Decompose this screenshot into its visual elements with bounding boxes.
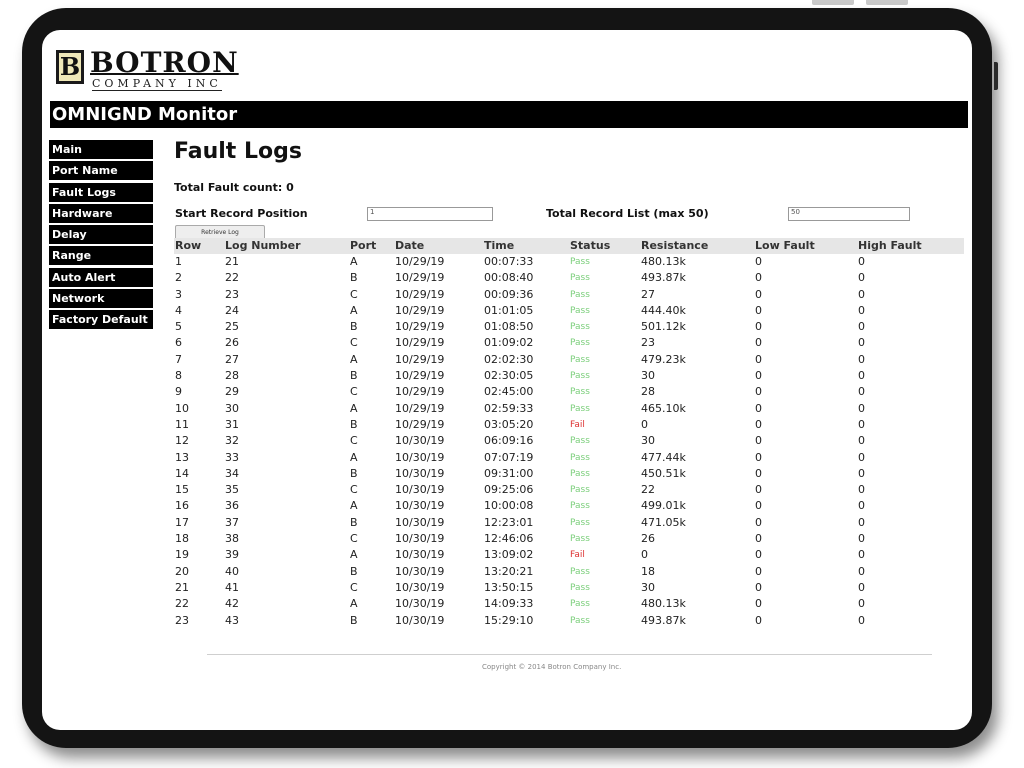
- table-cell: 29: [225, 385, 239, 399]
- table-cell: 30: [225, 401, 239, 415]
- table-cell: 0: [858, 515, 865, 529]
- status-cell: Pass: [570, 599, 590, 610]
- table-cell: 0: [858, 385, 865, 399]
- table-cell: 12:46:06: [484, 532, 534, 546]
- table-cell: 0: [858, 548, 865, 562]
- table-cell: 21: [175, 580, 189, 594]
- table-cell: A: [350, 548, 358, 562]
- table-cell: 450.51k: [641, 466, 686, 480]
- table-cell: B: [350, 466, 358, 480]
- table-cell: 0: [858, 255, 865, 268]
- table-cell: 7: [175, 352, 182, 366]
- status-cell: Pass: [570, 436, 590, 447]
- table-row: [174, 450, 964, 466]
- table-cell: 33: [225, 450, 239, 464]
- table-cell: 0: [755, 255, 762, 268]
- table-cell: 43: [225, 613, 239, 627]
- table-cell: 12:23:01: [484, 515, 534, 529]
- status-cell: Pass: [570, 615, 590, 626]
- table-cell: 10/29/19: [395, 255, 445, 268]
- table-cell: 18: [175, 532, 189, 546]
- table-row: [174, 384, 964, 400]
- table-cell: 0: [755, 385, 762, 399]
- table-cell: 0: [755, 613, 762, 627]
- fault-log-table: [174, 238, 964, 629]
- table-cell: 10:00:08: [484, 499, 534, 513]
- table-cell: A: [350, 450, 358, 464]
- table-row: [174, 515, 964, 531]
- table-row: [174, 287, 964, 303]
- table-cell: C: [350, 287, 358, 301]
- table-cell: 0: [755, 336, 762, 350]
- table-row: [174, 303, 964, 319]
- table-cell: 00:08:40: [484, 271, 534, 285]
- table-cell: C: [350, 483, 358, 497]
- table-cell: 13:20:21: [484, 564, 534, 578]
- table-cell: B: [350, 613, 358, 627]
- table-cell: 0: [858, 336, 865, 350]
- start-record-label: Start Record Position: [175, 207, 308, 220]
- table-cell: 493.87k: [641, 613, 686, 627]
- status-cell: Pass: [570, 371, 590, 382]
- table-cell: 00:07:33: [484, 255, 534, 268]
- table-cell: 1: [175, 255, 182, 268]
- status-cell: Pass: [570, 468, 590, 479]
- status-cell: Pass: [570, 517, 590, 528]
- column-header: Port: [350, 239, 377, 252]
- table-cell: 0: [858, 597, 865, 611]
- table-cell: 5: [175, 320, 182, 334]
- table-cell: 0: [755, 417, 762, 431]
- table-body: [174, 254, 964, 629]
- status-cell: Pass: [570, 452, 590, 463]
- table-cell: 10/29/19: [395, 271, 445, 285]
- sidebar-nav: [49, 140, 153, 332]
- status-cell: Pass: [570, 257, 590, 267]
- table-cell: B: [350, 271, 358, 285]
- table-cell: C: [350, 385, 358, 399]
- table-cell: 30: [641, 434, 655, 448]
- table-cell: 0: [755, 434, 762, 448]
- table-cell: 0: [755, 597, 762, 611]
- table-row: [174, 498, 964, 514]
- footer-divider: [207, 654, 932, 655]
- table-cell: 02:45:00: [484, 385, 534, 399]
- table-cell: 02:02:30: [484, 352, 534, 366]
- sidebar-item-factory-default[interactable]: Factory Default: [49, 310, 153, 329]
- table-cell: A: [350, 597, 358, 611]
- logo-name: BOTRON: [90, 46, 239, 79]
- table-cell: B: [350, 320, 358, 334]
- table-cell: 42: [225, 597, 239, 611]
- table-row: [174, 270, 964, 286]
- table-cell: 0: [858, 369, 865, 383]
- table-cell: 17: [175, 515, 189, 529]
- table-cell: 13:50:15: [484, 580, 534, 594]
- status-cell: Fail: [570, 419, 585, 430]
- table-cell: 07:07:19: [484, 450, 534, 464]
- table-row: [174, 547, 964, 563]
- table-row: [174, 254, 964, 270]
- table-cell: 477.44k: [641, 450, 686, 464]
- table-cell: 0: [641, 417, 648, 431]
- table-cell: 493.87k: [641, 271, 686, 285]
- table-cell: 0: [858, 287, 865, 301]
- table-cell: 36: [225, 499, 239, 513]
- table-cell: 4: [175, 303, 182, 317]
- table-cell: 0: [755, 303, 762, 317]
- table-cell: 10/30/19: [395, 613, 445, 627]
- table-cell: C: [350, 336, 358, 350]
- column-header: Low Fault: [755, 239, 815, 252]
- table-cell: 06:09:16: [484, 434, 534, 448]
- table-header: [174, 238, 964, 254]
- table-cell: 25: [225, 320, 239, 334]
- status-cell: Pass: [570, 403, 590, 414]
- table-cell: 10/30/19: [395, 515, 445, 529]
- table-cell: C: [350, 580, 358, 594]
- status-cell: Pass: [570, 485, 590, 496]
- table-row: [174, 401, 964, 417]
- table-cell: 10/29/19: [395, 369, 445, 383]
- top-tab: [812, 0, 854, 5]
- logo-subtitle: COMPANY INC: [92, 77, 222, 90]
- tablet-screen: [42, 30, 972, 730]
- table-cell: 0: [858, 532, 865, 546]
- table-row: [174, 531, 964, 547]
- table-cell: 0: [755, 369, 762, 383]
- table-cell: 13:09:02: [484, 548, 534, 562]
- table-row: [174, 352, 964, 368]
- table-cell: C: [350, 532, 358, 546]
- table-cell: 28: [225, 369, 239, 383]
- table-cell: 0: [755, 564, 762, 578]
- table-cell: 23: [175, 613, 189, 627]
- table-cell: A: [350, 352, 358, 366]
- sidebar-item-hardware[interactable]: Hardware: [49, 204, 153, 223]
- table-cell: A: [350, 499, 358, 513]
- logo-mark: B: [56, 50, 84, 84]
- table-cell: 30: [641, 369, 655, 383]
- table-cell: 10/29/19: [395, 352, 445, 366]
- table-cell: 501.12k: [641, 320, 686, 334]
- table-cell: 0: [755, 499, 762, 513]
- table-cell: 10/29/19: [395, 385, 445, 399]
- top-tab: [866, 0, 908, 5]
- table-cell: 0: [755, 401, 762, 415]
- table-cell: 10/29/19: [395, 336, 445, 350]
- table-cell: 8: [175, 369, 182, 383]
- table-cell: 0: [755, 580, 762, 594]
- table-cell: 0: [755, 352, 762, 366]
- table-cell: 0: [858, 499, 865, 513]
- sidebar-item-auto-alert[interactable]: Auto Alert: [49, 268, 153, 287]
- table-row: [174, 613, 964, 629]
- table-cell: 0: [858, 613, 865, 627]
- table-row: [174, 580, 964, 596]
- table-cell: 479.23k: [641, 352, 686, 366]
- copyright-text: Copyright © 2014 Botron Company Inc.: [482, 663, 622, 671]
- sidebar-item-port-name[interactable]: Port Name: [49, 161, 153, 180]
- table-cell: 32: [225, 434, 239, 448]
- table-cell: 0: [755, 466, 762, 480]
- table-cell: B: [350, 564, 358, 578]
- table-cell: 15:29:10: [484, 613, 534, 627]
- table-cell: 0: [858, 352, 865, 366]
- table-cell: 21: [225, 255, 239, 268]
- table-cell: 0: [755, 271, 762, 285]
- table-cell: 10/29/19: [395, 320, 445, 334]
- sidebar-item-fault-logs[interactable]: Fault Logs: [49, 183, 153, 202]
- column-header: High Fault: [858, 239, 922, 252]
- table-cell: 0: [755, 320, 762, 334]
- table-cell: 26: [641, 532, 655, 546]
- table-cell: 2: [175, 271, 182, 285]
- column-header: Status: [570, 239, 611, 252]
- status-cell: Pass: [570, 566, 590, 577]
- table-cell: 11: [175, 417, 189, 431]
- table-cell: 471.05k: [641, 515, 686, 529]
- table-row: [174, 596, 964, 612]
- table-cell: 0: [858, 466, 865, 480]
- column-header: Time: [484, 239, 515, 252]
- status-cell: Pass: [570, 387, 590, 398]
- table-row: [174, 564, 964, 580]
- table-cell: 34: [225, 466, 239, 480]
- table-cell: 0: [755, 483, 762, 497]
- table-cell: 23: [225, 287, 239, 301]
- table-cell: 14:09:33: [484, 597, 534, 611]
- status-cell: Pass: [570, 354, 590, 365]
- column-header: Resistance: [641, 239, 709, 252]
- table-cell: 22: [641, 483, 655, 497]
- table-cell: A: [350, 303, 358, 317]
- table-cell: 0: [858, 271, 865, 285]
- table-cell: 0: [858, 483, 865, 497]
- table-cell: 10/29/19: [395, 417, 445, 431]
- table-cell: 480.13k: [641, 255, 686, 268]
- table-cell: 14: [175, 466, 189, 480]
- table-cell: 10/30/19: [395, 434, 445, 448]
- status-cell: Pass: [570, 289, 590, 300]
- table-cell: 10/30/19: [395, 532, 445, 546]
- table-cell: 31: [225, 417, 239, 431]
- total-record-input[interactable]: 50: [788, 207, 910, 221]
- table-cell: 13: [175, 450, 189, 464]
- status-cell: Pass: [570, 322, 590, 333]
- table-cell: A: [350, 255, 358, 268]
- table-row: [174, 466, 964, 482]
- table-cell: 9: [175, 385, 182, 399]
- table-cell: 465.10k: [641, 401, 686, 415]
- table-cell: 0: [641, 548, 648, 562]
- table-cell: 0: [858, 401, 865, 415]
- table-cell: 0: [755, 532, 762, 546]
- page-title: Fault Logs: [174, 139, 302, 164]
- table-cell: 27: [641, 287, 655, 301]
- table-cell: 22: [175, 597, 189, 611]
- table-cell: 20: [175, 564, 189, 578]
- table-cell: 10: [175, 401, 189, 415]
- table-cell: 19: [175, 548, 189, 562]
- table-cell: 10/30/19: [395, 564, 445, 578]
- table-cell: 0: [755, 287, 762, 301]
- table-cell: 10/30/19: [395, 499, 445, 513]
- status-cell: Fail: [570, 550, 585, 561]
- table-cell: 26: [225, 336, 239, 350]
- table-cell: 03:05:20: [484, 417, 534, 431]
- sidebar-item-main[interactable]: Main: [49, 140, 153, 159]
- total-record-label: Total Record List (max 50): [546, 207, 709, 220]
- column-header: Row: [175, 239, 202, 252]
- table-cell: 38: [225, 532, 239, 546]
- table-cell: 09:31:00: [484, 466, 534, 480]
- status-cell: Pass: [570, 534, 590, 545]
- table-cell: 0: [858, 417, 865, 431]
- table-cell: 00:09:36: [484, 287, 534, 301]
- table-cell: 18: [641, 564, 655, 578]
- table-cell: 01:08:50: [484, 320, 534, 334]
- table-cell: 22: [225, 271, 239, 285]
- table-cell: 16: [175, 499, 189, 513]
- status-cell: Pass: [570, 338, 590, 349]
- table-cell: 0: [858, 320, 865, 334]
- table-cell: A: [350, 401, 358, 415]
- table-cell: 0: [858, 580, 865, 594]
- table-cell: 10/30/19: [395, 580, 445, 594]
- table-cell: 6: [175, 336, 182, 350]
- table-cell: B: [350, 515, 358, 529]
- table-cell: 10/30/19: [395, 483, 445, 497]
- table-cell: 15: [175, 483, 189, 497]
- status-cell: Pass: [570, 582, 590, 593]
- table-cell: 24: [225, 303, 239, 317]
- table-cell: C: [350, 434, 358, 448]
- table-cell: 10/29/19: [395, 401, 445, 415]
- table-row: [174, 417, 964, 433]
- table-cell: 0: [755, 548, 762, 562]
- table-cell: 0: [858, 434, 865, 448]
- tablet-side-button: [994, 62, 998, 90]
- table-cell: 480.13k: [641, 597, 686, 611]
- table-cell: 41: [225, 580, 239, 594]
- table-cell: 02:30:05: [484, 369, 534, 383]
- table-cell: 01:09:02: [484, 336, 534, 350]
- table-cell: 10/30/19: [395, 450, 445, 464]
- status-cell: Pass: [570, 501, 590, 512]
- table-cell: 499.01k: [641, 499, 686, 513]
- table-cell: 0: [858, 303, 865, 317]
- table-cell: 39: [225, 548, 239, 562]
- table-cell: 02:59:33: [484, 401, 534, 415]
- table-cell: 10/29/19: [395, 303, 445, 317]
- table-cell: 28: [641, 385, 655, 399]
- table-cell: 40: [225, 564, 239, 578]
- table-row: [174, 482, 964, 498]
- sidebar-item-range[interactable]: Range: [49, 246, 153, 265]
- table-cell: 10/30/19: [395, 597, 445, 611]
- sidebar-item-delay[interactable]: Delay: [49, 225, 153, 244]
- table-row: [174, 433, 964, 449]
- table-row: [174, 319, 964, 335]
- start-record-input[interactable]: 1: [367, 207, 493, 221]
- status-cell: Pass: [570, 273, 590, 284]
- table-cell: 0: [858, 564, 865, 578]
- table-cell: 35: [225, 483, 239, 497]
- table-cell: 0: [755, 450, 762, 464]
- sidebar-item-network[interactable]: Network: [49, 289, 153, 308]
- table-cell: 09:25:06: [484, 483, 534, 497]
- column-header: Date: [395, 239, 425, 252]
- table-cell: 30: [641, 580, 655, 594]
- table-cell: B: [350, 417, 358, 431]
- table-cell: 27: [225, 352, 239, 366]
- app-title-bar: OMNIGND Monitor: [50, 101, 968, 128]
- table-cell: 10/29/19: [395, 287, 445, 301]
- table-cell: 0: [858, 450, 865, 464]
- table-cell: B: [350, 369, 358, 383]
- table-row: [174, 335, 964, 351]
- table-cell: 01:01:05: [484, 303, 534, 317]
- total-fault-count: Total Fault count: 0: [174, 181, 294, 194]
- table-cell: 0: [755, 515, 762, 529]
- table-cell: 12: [175, 434, 189, 448]
- table-cell: 10/30/19: [395, 466, 445, 480]
- table-cell: 10/30/19: [395, 548, 445, 562]
- table-cell: 444.40k: [641, 303, 686, 317]
- table-cell: 3: [175, 287, 182, 301]
- table-row: [174, 368, 964, 384]
- table-cell: 23: [641, 336, 655, 350]
- retrieve-log-button[interactable]: Retrieve Log: [175, 225, 265, 240]
- table-cell: 37: [225, 515, 239, 529]
- status-cell: Pass: [570, 305, 590, 316]
- column-header: Log Number: [225, 239, 301, 252]
